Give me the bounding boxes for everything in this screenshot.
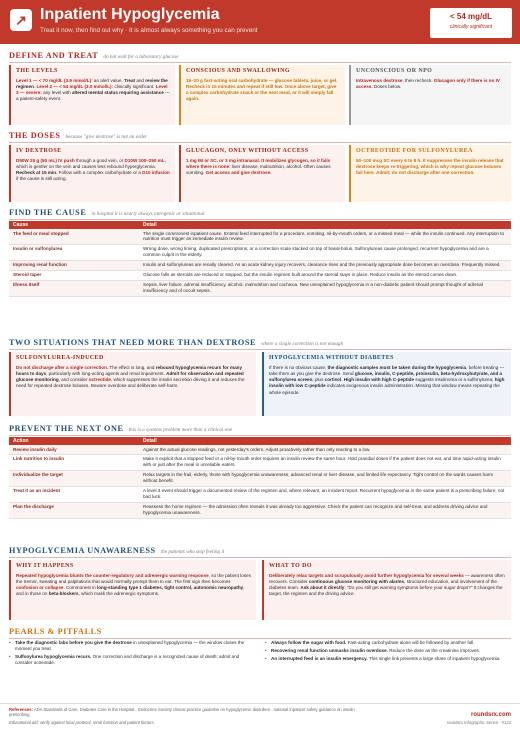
card-title: OCTREOTIDE FOR SULFONYLUREA bbox=[356, 148, 473, 154]
table-row bbox=[9, 503, 511, 519]
table-row bbox=[9, 261, 511, 271]
pearls-list bbox=[9, 640, 511, 668]
column-header: Detail bbox=[143, 437, 157, 444]
row-detail: Glucose falls as steroids are reduced or stopped, but the insulin regimen built around the steroid stays in place. Reduce insulin as the steroid comes down. bbox=[143, 272, 458, 278]
row-label: The feed or meal stopped bbox=[13, 230, 69, 236]
row-detail: Make it explicit that a stopped feed or a nil-by-mouth order requires an insulin review the same hour. Hold prandial doses if the patient does not eat, and time rapid-acting insulin with or just after the meal in unreliable eaters. bbox=[143, 456, 501, 468]
card-title: CONSCIOUS AND SWALLOWING bbox=[186, 68, 290, 74]
column-header: Cause bbox=[13, 221, 29, 228]
row-detail: Relax targets in the frail, elderly, those with hypoglycemia unawareness, advanced renal or liver disease, and limited life expectancy. Tight control on the wards causes harm without benefit. bbox=[143, 472, 494, 484]
row-label: Steroid taper bbox=[13, 272, 42, 278]
column-header: Action bbox=[13, 437, 29, 444]
card-body: Intravenous dextrose, then recheck. Glucagon only if there is no IV access. Doses below. bbox=[356, 77, 500, 89]
row-label: Illness itself bbox=[13, 282, 40, 288]
card-title: HYPOGLYCEMIA WITHOUT DIABETES bbox=[269, 355, 394, 361]
card-glucagon bbox=[179, 145, 345, 202]
disclaimer: Educational aid; verify against local protocol, renal function and patient factors. bbox=[9, 719, 155, 725]
table-header bbox=[9, 437, 511, 445]
row-detail: A level 3 event should trigger a documented review of the regimen and, where relevant, an incident report. Recurrent hypoglycemia in the same patient is a prescribing failure, not bad luck. bbox=[143, 488, 505, 500]
section-note: because "give dextrose" is not an order bbox=[65, 134, 148, 140]
column-header: Detail bbox=[143, 221, 157, 228]
row-label: Insulin or sulfonylurea bbox=[13, 246, 63, 252]
list-item: • Always follow the sugar with food. Fast-acting carbohydrate alone will be followed by another fall. bbox=[265, 640, 511, 646]
list-item: • Recovering renal function unmasks insulin overdose. Reduce the dose as the creatinine improves. bbox=[265, 648, 511, 654]
section-title: TWO SITUATIONS THAT NEED MORE THAN DEXTROSE bbox=[9, 338, 257, 347]
table-header bbox=[9, 221, 511, 229]
row-label: Treat it as an incident bbox=[13, 488, 60, 494]
section-find-cause bbox=[9, 208, 511, 220]
section-note: this is a systems problem more than a clinical one bbox=[128, 427, 233, 433]
card-body: Deliberately relax targets and scrupulously avoid further hypoglycemia for several weeks — awareness often recovers. Consider continuous glucose monitoring with alarms, structured education, and involvement of the diabetes team. Ask about it directly: "Do you still get warning symptoms before your sugar drops?" It changes the target, the regimen and the driving advice. bbox=[269, 572, 505, 597]
card-body: Do not discharge after a single correction. The effect is long, and rebound hypoglycemia recurs for many hours to days, particularly with long-acting agents and renal impairment. Admit for observation and repeated glucose monitoring, and consider octreotide, which suppresses the insulin secretion driving it and reduces the need for repeated dextrose boluses. Beware overdose and deliberate self-harm. bbox=[16, 364, 245, 389]
card-body: D50W 25 g (50 mL) IV push through a good vein, or D10W 100–250 mL, which is gentler on the vein and causes less rebound hyperglycemia. Recheck at 15 min. Follow with a complex carbohydrate or a D10 infusion if the cause is still acting. bbox=[16, 157, 170, 182]
card-title: UNCONSCIOUS OR NPO bbox=[356, 68, 433, 74]
card-body: Repeated hypoglycemia blunts the counter-regulatory and adrenergic warning response, so the patient loses the tremor, sweating and palpitations that would normally prompt them to eat. The first sign then becomes confusion or collapse. Commonest in long-standing type 1 diabetes, tight control, autonomic neuropathy, and in those on beta-blockers, which mask the adrenergic symptoms. bbox=[16, 572, 251, 597]
row-detail: Wrong dose, wrong timing, duplicated prescriptions, or a correction scale stacked on top of basal-bolus. Sulfonylureas cause prolonged, recurrent hypoglycemia and are a common culprit in the elderly. bbox=[143, 246, 489, 258]
card-body: 1 mg IM or SC, or 3 mg intranasal. It mobilizes glycogen, so it fails where there is none: liver disease, malnutrition, alcohol. Often causes vomiting. Get access and give dextrose. bbox=[186, 157, 331, 176]
row-label: Individualize the target bbox=[13, 472, 63, 478]
page-title: Inpatient Hypoglycemia bbox=[40, 6, 220, 23]
card-body: Level 1 — < 70 mg/dL (3.9 mmol/L): an alert value. Treat and review the regimen. Level 2 — < 54 mg/dL (3.0 mmol/L): clinically significant. Level 3 — severe: any level with altered mental status requiring assistance — a patient-safety event. bbox=[16, 77, 170, 102]
page-subtitle: Treat it now, then find out why · It is almost always something you can prevent bbox=[40, 27, 258, 34]
card-npo bbox=[349, 65, 511, 125]
section-define-treat bbox=[9, 51, 511, 63]
section-note: in hospital it is nearly always iatrogenic or situational bbox=[91, 211, 205, 217]
table-row bbox=[9, 271, 511, 281]
card-title: IV DEXTROSE bbox=[16, 148, 62, 154]
card-what-to-do bbox=[262, 560, 511, 620]
section-pearls bbox=[9, 627, 511, 639]
card-title: WHAT TO DO bbox=[269, 563, 312, 569]
section-note: where a single correction is not enough bbox=[261, 341, 344, 347]
table-row bbox=[9, 445, 511, 455]
section-note: the patients who stop feeling it bbox=[160, 549, 225, 555]
section-title: PEARLS & PITFALLS bbox=[9, 627, 102, 636]
section-title: HYPOGLYCEMIA UNAWARENESS bbox=[9, 546, 156, 555]
site-link[interactable]: roundsrx.com bbox=[470, 712, 511, 718]
card-iv-dextrose bbox=[9, 145, 175, 202]
card-title: GLUCAGON, ONLY WITHOUT ACCESS bbox=[186, 148, 309, 154]
card-body: If there is no obvious cause, the diagnostic samples must be taken during the hypoglycemia, before treating — take them as you give the dextrose. Send glucose, insulin, C-peptide, proinsulin, beta-hydroxybutyrate, and a sulfonylurea screen, plus cortisol. High insulin with high C-peptide suggests insulinoma or a sulfonylurea; high insulin with low C-peptide indicates exogenous insulin administration. Missing that window means repeating the whole episode. bbox=[269, 364, 505, 395]
section-title: PREVENT THE NEXT ONE bbox=[9, 424, 124, 433]
card-title: WHY IT HAPPENS bbox=[16, 563, 74, 569]
row-label: Link nutrition to insulin bbox=[13, 456, 65, 462]
card-conscious bbox=[179, 65, 345, 125]
table-row bbox=[9, 245, 511, 261]
threshold-note: clinically significant bbox=[449, 24, 493, 31]
card-body: 15–20 g fast-acting oral carbohydrate — glucose tablets, juice, or gel. Recheck in 15 minutes and repeat if still low. Once above target, give a complex carbohydrate snack or the next meal, or it will simply fall again. bbox=[186, 77, 338, 102]
row-label: Review insulin daily bbox=[13, 446, 57, 452]
row-detail: Insulin and sulfonylureas are renally cleared. As an acute kidney injury recovers, clearance rises and the previously appropriate dose becomes an overdose. Frequently missed. bbox=[143, 262, 501, 268]
section-title: THE DOSES bbox=[9, 131, 61, 140]
threshold-badge bbox=[430, 8, 512, 38]
prevent-table bbox=[9, 437, 511, 519]
references: References: ADA Standards of Care, Diabetes Care in the Hospital · Endocrine Society clinical practice guideline on hypoglycemic disorders · national inpatient safety guidance on insulin prescribing. bbox=[9, 707, 355, 718]
card-why-happens bbox=[9, 560, 256, 620]
section-prevent bbox=[9, 424, 511, 436]
pearls-right bbox=[265, 640, 511, 668]
card-title: SULFONYLUREA-INDUCED bbox=[16, 355, 104, 361]
row-label: Improving renal function bbox=[13, 262, 67, 268]
row-detail: Reassess the home regimen — the admission often reveals it was already too aggressive. Check the patient can recognize and self-treat, and address driving advice and hypoglycemia unawareness. bbox=[143, 504, 488, 516]
cause-table bbox=[9, 221, 511, 297]
section-doses bbox=[9, 131, 511, 143]
card-octreotide bbox=[349, 145, 511, 202]
list-item: • An interrupted feed is an insulin emergency. This single link prevents a large share of inpatient hypoglycemia. bbox=[265, 656, 511, 662]
list-item: • Take the diagnostic labs before you give the dextrose in unexplained hypoglycemia — the window closes the moment you treat. bbox=[9, 640, 255, 652]
brand bbox=[447, 712, 511, 725]
row-detail: Sepsis, liver failure, adrenal insufficiency, alcohol, malnutrition and cachexia. New unexplained hypoglycemia in a non-diabetic patient should prompt thought of adrenal insufficiency and of occult sepsis. bbox=[143, 282, 483, 294]
header-banner bbox=[0, 0, 520, 44]
series-label: roundsrx Infographic Series · #123 bbox=[446, 719, 511, 725]
card-body: 50–100 mcg SC every 6 to 8 h. It suppresses the insulin release that dextrose keeps re-triggering, which is why repeat glucose boluses fail here. Admit; do not discharge after one correction. bbox=[356, 157, 504, 176]
card-sulfonylurea bbox=[9, 352, 256, 416]
trend-arrow-icon: ↗ bbox=[10, 9, 32, 31]
section-note: do not wait for a laboratory glucose bbox=[103, 54, 179, 60]
row-detail: The single commonest inpatient cause. Enteral feed interrupted for a procedure, vomiting, nil-by-mouth orders, or a missed meal — while the insulin continued. Any interruption to nutrition must trigger an immediate insulin review. bbox=[143, 230, 505, 242]
table-row bbox=[9, 281, 511, 297]
threshold-value: < 54 mg/dL bbox=[449, 12, 492, 21]
footer bbox=[0, 703, 520, 736]
row-label: Plan the discharge bbox=[13, 504, 54, 510]
card-no-diabetes bbox=[262, 352, 511, 416]
pearls-left bbox=[9, 640, 255, 668]
table-row bbox=[9, 455, 511, 471]
table-row bbox=[9, 487, 511, 503]
section-unawareness bbox=[9, 546, 511, 558]
card-title: THE LEVELS bbox=[16, 68, 58, 74]
section-title: FIND THE CAUSE bbox=[9, 208, 87, 217]
table-row bbox=[9, 471, 511, 487]
section-two-situations bbox=[9, 338, 511, 350]
table-row bbox=[9, 229, 511, 245]
section-title: DEFINE AND TREAT bbox=[9, 51, 99, 60]
list-item: • Sulfonylurea hypoglycemia recurs. One correction and discharge is a recognized cause of death; admit and consider octreotide. bbox=[9, 654, 255, 666]
row-detail: Against the actual glucose readings, not yesterday's orders. Adjust proactively rather than only reacting to a low. bbox=[143, 446, 371, 452]
card-levels bbox=[9, 65, 175, 125]
